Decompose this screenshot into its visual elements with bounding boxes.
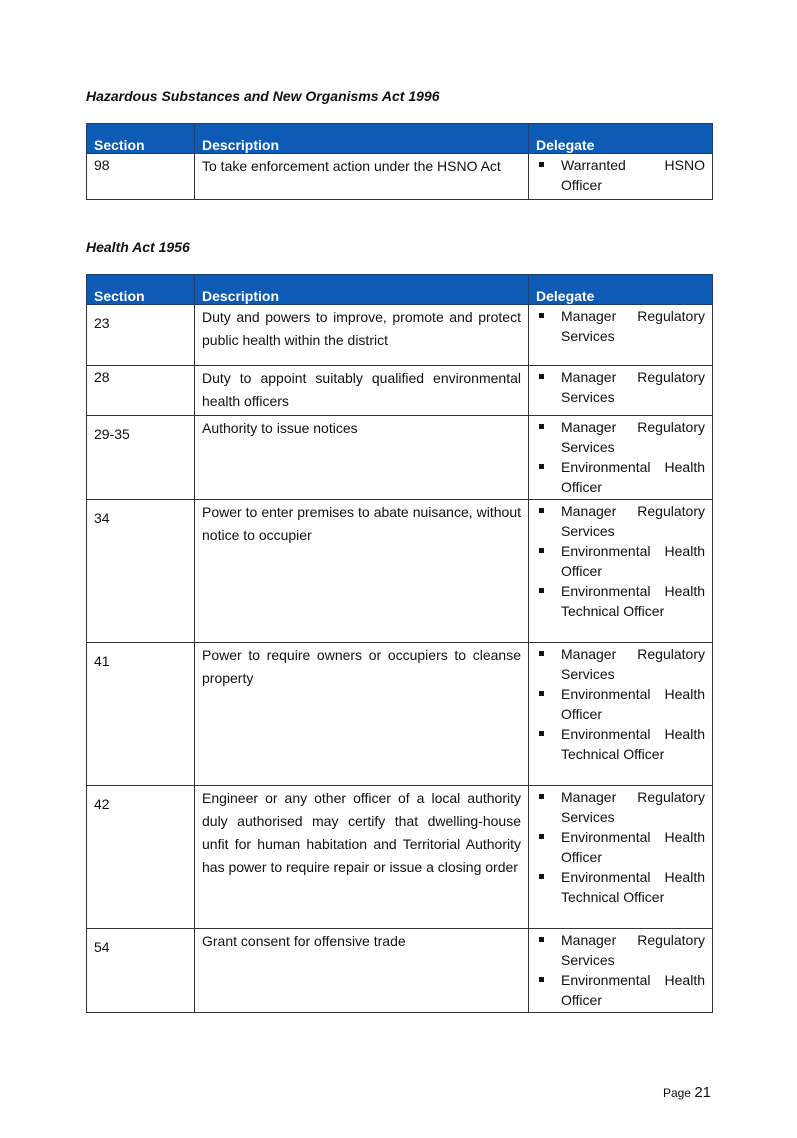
section-cell: 28	[87, 366, 195, 416]
bullet-icon	[539, 464, 544, 469]
table-row	[87, 154, 713, 200]
delegate-text: Environmental Health Technical Officer	[561, 583, 705, 619]
delegate-text: Manager Regulatory Services	[561, 419, 705, 455]
delegate-cell	[529, 366, 713, 416]
bullet-icon	[539, 162, 544, 167]
description-cell	[195, 305, 529, 366]
table-row	[87, 929, 713, 1013]
column-header-description: Description	[195, 275, 529, 305]
bullet-icon	[539, 874, 544, 879]
delegate-cell	[529, 643, 713, 786]
delegate-item	[536, 684, 705, 724]
bullet-icon	[539, 548, 544, 553]
delegate-item	[536, 930, 705, 970]
description-cell	[195, 500, 529, 643]
column-header-section: Section	[87, 275, 195, 305]
delegate-cell	[529, 929, 713, 1013]
bullet-icon	[539, 651, 544, 656]
delegate-text: Environmental Health Officer	[561, 459, 705, 495]
delegate-item	[536, 581, 705, 621]
description-text: Grant consent for offensive trade	[202, 933, 406, 949]
delegate-cell	[529, 786, 713, 929]
page-label: Page	[662, 1086, 691, 1100]
column-header-delegate: Delegate	[529, 275, 713, 305]
delegate-text: Warranted HSNO Officer	[561, 157, 705, 193]
health-act-table	[86, 274, 713, 1013]
bullet-icon	[539, 731, 544, 736]
table-row	[87, 786, 713, 929]
column-header-description: Description	[195, 124, 529, 154]
delegate-text: Manager Regulatory Services	[561, 503, 705, 539]
description-text: Duty to appoint suitably qualified environmental health officers	[202, 370, 521, 409]
section-cell: 54	[87, 929, 195, 1013]
delegate-item	[536, 501, 705, 541]
delegate-item	[536, 417, 705, 457]
hsno-heading: Hazardous Substances and New Organisms Act 1996	[86, 88, 440, 104]
section-cell: 42	[87, 786, 195, 929]
bullet-icon	[539, 424, 544, 429]
delegate-item	[536, 787, 705, 827]
delegate-text: Manager Regulatory Services	[561, 308, 705, 344]
delegate-item	[536, 827, 705, 867]
delegate-cell	[529, 416, 713, 500]
section-cell: 41	[87, 643, 195, 786]
delegate-cell	[529, 305, 713, 366]
page-number	[663, 1084, 711, 1101]
bullet-icon	[539, 508, 544, 513]
section-cell: 29-35	[87, 416, 195, 500]
bullet-icon	[539, 691, 544, 696]
bullet-icon	[539, 937, 544, 942]
section-cell: 23	[87, 305, 195, 366]
delegate-item	[536, 541, 705, 581]
health-act-heading: Health Act 1956	[86, 239, 190, 255]
delegate-item	[536, 457, 705, 497]
delegate-text: Manager Regulatory Services	[561, 932, 705, 968]
table-row	[87, 305, 713, 366]
delegate-item	[536, 970, 705, 1010]
bullet-icon	[539, 977, 544, 982]
section-cell: 98	[87, 154, 195, 200]
delegate-text: Environmental Health Officer	[561, 543, 705, 579]
table-row	[87, 500, 713, 643]
delegate-cell	[529, 500, 713, 643]
hsno-header-row	[87, 124, 713, 154]
column-header-section: Section	[87, 124, 195, 154]
delegate-item	[536, 367, 705, 407]
description-text: Power to require owners or occupiers to cleanse property	[202, 647, 521, 686]
bullet-icon	[539, 834, 544, 839]
delegate-text: Environmental Health Officer	[561, 686, 705, 722]
page-number-value: 21	[694, 1084, 711, 1101]
delegate-text: Environmental Health Technical Officer	[561, 726, 705, 762]
hsno-table	[86, 123, 713, 200]
bullet-icon	[539, 588, 544, 593]
bullet-icon	[539, 794, 544, 799]
delegate-cell	[529, 154, 713, 200]
description-text: Authority to issue notices	[202, 420, 358, 436]
delegate-item	[536, 306, 705, 346]
description-cell	[195, 786, 529, 929]
table-row	[87, 366, 713, 416]
column-header-delegate: Delegate	[529, 124, 713, 154]
section-cell: 34	[87, 500, 195, 643]
delegate-item	[536, 644, 705, 684]
description-text: Power to enter premises to abate nuisance, without notice to occupier	[202, 504, 521, 543]
bullet-icon	[539, 313, 544, 318]
table-row	[87, 643, 713, 786]
description-cell	[195, 643, 529, 786]
delegate-item	[536, 724, 705, 764]
delegate-text: Environmental Health Officer	[561, 829, 705, 865]
delegate-item	[536, 867, 705, 907]
description-cell	[195, 929, 529, 1013]
delegate-text: Manager Regulatory Services	[561, 646, 705, 682]
delegate-text: Environmental Health Technical Officer	[561, 869, 705, 905]
delegate-text: Manager Regulatory Services	[561, 789, 705, 825]
description-cell	[195, 154, 529, 200]
health-header-row	[87, 275, 713, 305]
delegate-text: Manager Regulatory Services	[561, 369, 705, 405]
delegate-item	[536, 155, 705, 195]
description-text: To take enforcement action under the HSNO Act	[202, 158, 501, 174]
description-cell	[195, 416, 529, 500]
delegate-text: Environmental Health Officer	[561, 972, 705, 1008]
description-text: Duty and powers to improve, promote and protect public health within the district	[202, 309, 521, 348]
bullet-icon	[539, 374, 544, 379]
table-row	[87, 416, 713, 500]
description-text: Engineer or any other officer of a local authority duly authorised may certify that dwelling-house unfit for human habitation and Territorial Authority has power to require repair or issue a closing order	[202, 790, 521, 875]
description-cell	[195, 366, 529, 416]
